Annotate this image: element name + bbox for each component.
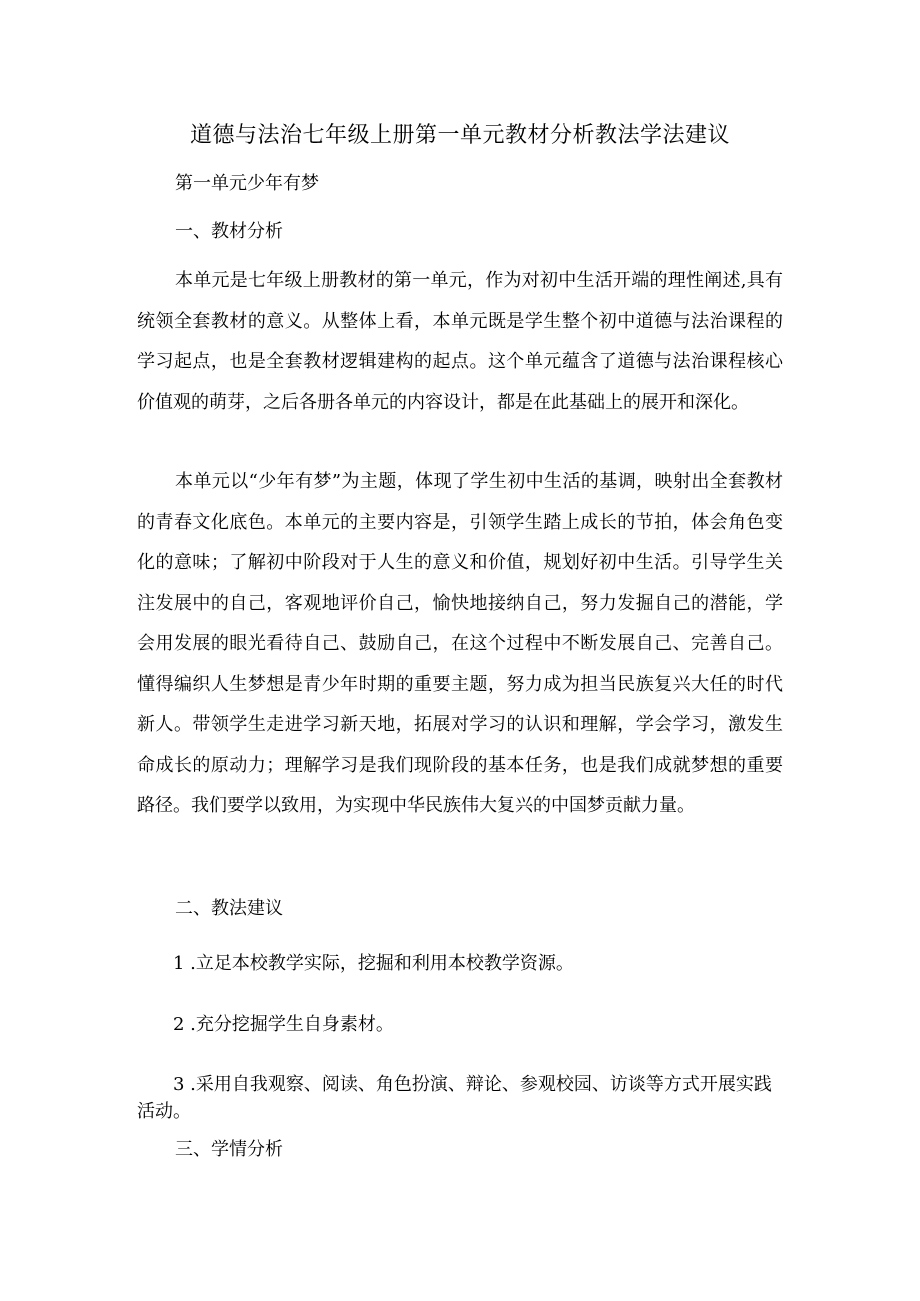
paragraph-textbook-analysis-1: 本单元是七年级上册教材的第一单元，作为对初中生活开端的理性阐述,具有统领全套教材的意义。从整体上看，本单元既是学生整个初中道德与法治课程的学习起点，也是全套教材逻辑建构的起点。这个单元蕴含了道德与法治课程核心价值观的萌芽，之后各册各单元的内容设计，都是在此基础上的展开和深化。 [137,270,783,413]
document-title: 道德与法治七年级上册第一单元教材分析教法学法建议 [189,123,730,148]
section-heading-teaching-suggestions: 二、教法建议 [175,898,283,919]
unit-heading: 第一单元少年有梦 [175,173,319,194]
list-item-2: 2 .充分挖掘学生自身素材。 [173,1014,394,1035]
section-heading-textbook-analysis: 一、教材分析 [175,221,283,242]
section-heading-learner-analysis: 三、学情分析 [175,1139,283,1160]
paragraph-textbook-analysis-2: 本单元以“少年有梦”为主题，体现了学生初中生活的基调，映射出全套教材的青春文化底色。本单元的主要内容是，引领学生踏上成长的节拍，体会角色变化的意味；了解初中阶段对于人生的意义和价值，规划好初中生活。引导学生关注发展中的自己，客观地评价自己，愉快地接纳自己，努力发掘自己的潜能，学会用发展的眼光看待自己、鼓励自己，在这个过程中不断发展自己、完善自己。懂得编织人生梦想是青少年时期的重要主题，努力成为担当民族复兴大任的时代新人。带领学生走进学习新天地，拓展对学习的认识和理解，学会学习，激发生命成长的原动力；理解学习是我们现阶段的基本任务，也是我们成就梦想的重要路径。我们要学以致用，为实现中华民族伟大复兴的中国梦贡献力量。 [137,471,783,816]
list-item-3: 3 .采用自我观察、阅读、角色扮演、辩论、参观校园、访谈等方式开展实践活动。 [137,1074,772,1122]
list-item-1: 1 .立足本校教学实际，挖掘和利用本校教学资源。 [173,953,574,974]
